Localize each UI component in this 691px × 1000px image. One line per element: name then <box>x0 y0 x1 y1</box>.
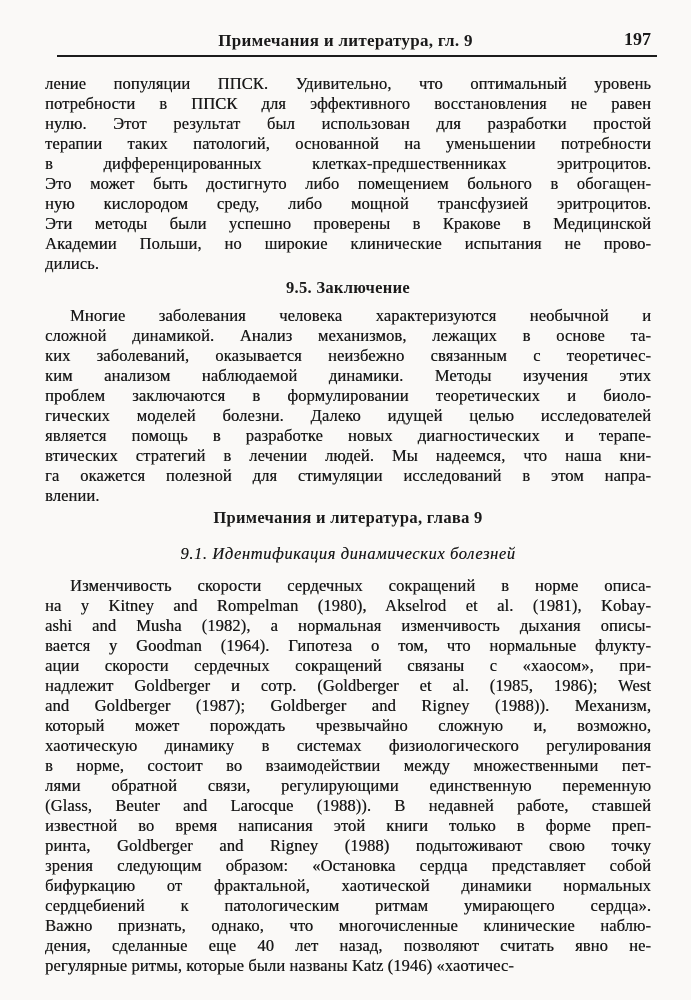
text-line: нулю. Этот результат был использован для разработки простой <box>45 114 651 133</box>
running-title: Примечания и литература, гл. 9 <box>218 31 473 50</box>
text-line: дения, сделанные еще 40 лет назад, позволяют считать явно не- <box>45 936 651 955</box>
text-line: сердцебиений к патологическим ритмам умирающего сердца». <box>45 896 651 915</box>
text-line: Изменчивость скорости сердечных сокращений в норме описа- <box>70 576 651 595</box>
text-line: известной во время написания этой книги только в форме преп- <box>45 816 651 835</box>
text-line: ринта, Goldberger and Rigney (1988) подытоживают свою точку <box>45 836 651 855</box>
subsection-heading: 9.1. Идентификация динамических болезней <box>180 544 516 563</box>
text-line: сложной динамикой. Анализ механизмов, лежащих в основе та- <box>45 326 651 345</box>
text-line: ление популяции ППСК. Удивительно, что оптимальный уровень <box>45 74 651 93</box>
text-line: Многие заболевания человека характеризуются необычной и <box>70 306 651 325</box>
text-line: ких заболеваний, оказывается неизбежно связанным с теоретичес- <box>45 346 651 365</box>
text-line: Эти методы были успешно проверены в Кракове в Медицинской <box>45 214 651 233</box>
text-line: проблем заключаются в формулировании теоретических и биоло- <box>45 386 651 405</box>
text-line: потребности в ППСК для эффективного восстановления не равен <box>45 94 651 113</box>
text-line: бифуркацию от фрактальной, хаотической динамики нормальных <box>45 876 651 895</box>
text-line: терапии таких патологий, основанной на уменьшении потребности <box>45 134 651 153</box>
paragraph <box>45 576 651 976</box>
header-rule <box>57 55 657 57</box>
text-line: втических стратегий в лечении людей. Мы надеемся, что наша кни- <box>45 446 651 465</box>
text-line: является помощь в разработке новых диагностических и терапе- <box>45 426 651 445</box>
text-line: надлежит Goldberger и сотр. (Goldberger et al. (1985, 1986); West <box>45 676 651 695</box>
text-line: дились. <box>45 254 99 273</box>
page-number: 197 <box>624 29 651 49</box>
text-line: регулярные ритмы, которые были названы Katz (1946) «хаотичес- <box>45 956 514 975</box>
text-line: Важно признать, однако, что многочисленные клинические наблю- <box>45 916 651 935</box>
text-line: га окажется полезной для стимуляции исследований в этом напра- <box>45 466 651 485</box>
text-line: в норме, состоит во взаимодействии между множественными пет- <box>45 756 651 775</box>
text-line: гических моделей болезни. Далеко идущей целью исследователей <box>45 406 651 425</box>
text-line: на у Kitney and Rompelman (1980), Akselrod et al. (1981), Kobay- <box>45 596 651 615</box>
paragraph <box>45 306 651 506</box>
text-line: лями обратной связи, регулирующими единственную переменную <box>45 776 651 795</box>
section-heading: Примечания и литература, глава 9 <box>213 508 483 527</box>
text-line: (Glass, Beuter and Larocque (1988)). В недавней работе, ставшей <box>45 796 651 815</box>
section-heading: 9.5. Заключение <box>285 278 411 297</box>
text-line: Это может быть достигнуто либо помещением больного в обогащен- <box>45 174 651 193</box>
text-line: ную кислородом среду, либо мощной трансфузией эритроцитов. <box>45 194 651 213</box>
paragraph <box>45 74 651 274</box>
text-line: ации скорости сердечных сокращений связаны с «хаосом», при- <box>45 656 651 675</box>
text-line: который может порождать чрезвычайно сложную и, возможно, <box>45 716 651 735</box>
text-line: в дифференцированных клетках-предшественниках эритроцитов. <box>45 154 651 173</box>
text-line: хаотическую динамику в системах физиологического регулирования <box>45 736 651 755</box>
text-line: ким анализом наблюдаемой динамики. Методы изучения этих <box>45 366 651 385</box>
text-line: влении. <box>45 486 100 505</box>
text-line: and Goldberger (1987); Goldberger and Rigney (1988)). Механизм, <box>45 696 651 715</box>
page-body <box>45 74 651 976</box>
text-line: вается у Goodman (1964). Гипотеза о том, что нормальные флукту- <box>45 636 651 655</box>
text-line: ashi and Musha (1982), а нормальная изменчивость дыхания описы- <box>45 616 651 635</box>
text-line: Академии Польши, но широкие клинические испытания не прово- <box>45 234 651 253</box>
text-line: зрения следующим образом: «Остановка сердца представляет собой <box>45 856 651 875</box>
